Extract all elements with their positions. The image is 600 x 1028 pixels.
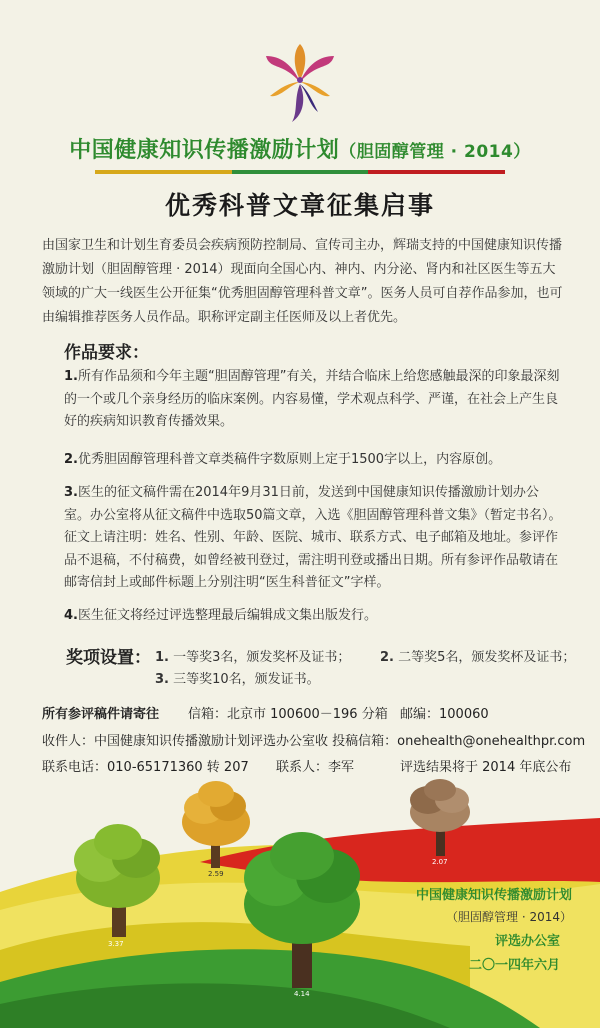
result-note: 评选结果将于 2014 年底公布	[400, 760, 572, 775]
tree-label: 2.59	[208, 870, 224, 878]
requirement-text: 医生征文将经过评选整理最后编辑成文集出版发行。	[77, 608, 377, 623]
requirement-item-1	[64, 366, 564, 434]
signature-org-sub: （胆固醇管理 · 2014）	[446, 910, 572, 924]
contact-phone: 联系电话：010-65171360 转 207	[42, 760, 249, 775]
contact-person: 联系人：李军	[276, 760, 355, 775]
signature-office: 评选办公室	[494, 934, 560, 949]
postcode: 邮编：100060	[400, 707, 489, 722]
tree-label: 4.14	[294, 990, 310, 998]
prizes-heading: 奖项设置：	[66, 648, 151, 668]
requirement-text: 医生的征文稿件需在2014年9月31日前，发送到中国健康知识传播激励计划办公室。办公室将从征文稿件中选取50篇文章，入选《胆固醇管理科普文集》（暂定书名）。征文上请注明：姓名、性别、年龄、医院、城市、联系方式、电子邮箱及地址。参评作品不退稿，不付稿费，如曾经被刊登过，需注明刊登或播出日期。所有参评作品敬请在邮寄信封上或邮件标题上分别注明“医生科普征文”字样。	[64, 485, 562, 590]
requirement-text: 所有作品须和今年主题“胆固醇管理”有关，并结合临床上给您感触最深的印象最深刻的一个或几个亲身经历的临床案例。内容易懂，学术观点科学、严谨，在社会上产生良好的疾病知识教育传播效果。	[64, 369, 560, 429]
requirement-item-4	[64, 605, 564, 628]
intro-paragraph: 由国家卫生和计划生育委员会疾病预防控制局、宣传司主办，辉瑞支持的中国健康知识传播激励计划（胆固醇管理 · 2014）现面向全国心内、神内、内分泌、肾内和社区医生等五大领域的广大一线医生公开征集“优秀胆固醇管理科普文章”。医务人员可自荐作品参加，也可由编辑推荐医务人员作品。职称评定副主任医师及以上者优先。	[42, 238, 563, 325]
signature-date: 二〇一四年六月	[468, 958, 560, 973]
prize-text: 一等奖3名，颁发奖杯及证书；	[173, 650, 351, 665]
mailbox-address: 信箱：北京市 100600－196 分箱	[188, 707, 388, 722]
main-title	[0, 133, 600, 164]
requirement-item-3	[64, 482, 564, 595]
requirement-num: 4.	[64, 608, 78, 623]
prize-item-3	[155, 668, 320, 687]
prize-text: 三等奖10名，颁发证书。	[173, 672, 320, 687]
page-subtitle: 优秀科普文章征集启事	[164, 191, 435, 220]
prize-num: 3.	[155, 672, 169, 687]
tree-label: 3.37	[108, 940, 124, 948]
prize-num: 1.	[155, 650, 169, 665]
signature-org: 中国健康知识传播激励计划	[415, 888, 572, 903]
requirement-text: 优秀胆固醇管理科普文章类稿件字数原则上定于1500字以上，内容原创。	[77, 452, 502, 467]
flower-logo-icon	[262, 42, 338, 124]
color-bar-yellow	[95, 170, 232, 174]
prize-item-1	[155, 646, 350, 665]
requirement-num: 2.	[64, 452, 78, 467]
title-sub-text: （胆固醇管理 · 2014）	[339, 142, 531, 162]
prize-text: 二等奖5名，颁发奖杯及证书；	[398, 650, 576, 665]
color-bar	[95, 170, 505, 174]
requirement-item-2	[64, 449, 564, 472]
requirements-heading: 作品要求：	[64, 343, 149, 363]
color-bar-red	[368, 170, 505, 174]
requirement-num: 3.	[64, 485, 78, 500]
requirement-num: 1.	[64, 369, 78, 384]
color-bar-green	[232, 170, 369, 174]
recipient-line: 收件人：中国健康知识传播激励计划评选办公室收 投稿信箱：onehealth@onehealthpr.com	[42, 734, 586, 749]
prize-num: 2.	[380, 650, 394, 665]
title-main-text: 中国健康知识传播激励计划	[69, 138, 340, 163]
mail-label: 所有参评稿件请寄往	[42, 707, 160, 722]
prize-item-2	[380, 646, 575, 665]
tree-label: 2.07	[432, 858, 448, 866]
